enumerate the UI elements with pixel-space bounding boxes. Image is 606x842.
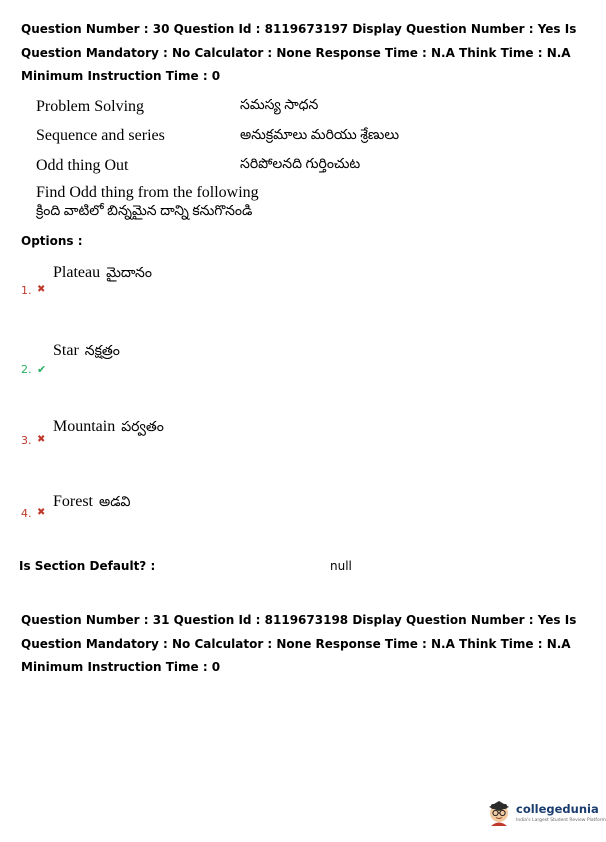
- question-text-english: Find Odd thing from the following: [36, 184, 259, 201]
- cross-icon: ✖: [37, 284, 46, 295]
- brand-name: collegedunia: [516, 802, 599, 816]
- option-2-english: Star: [53, 342, 79, 359]
- classification-row-topic: [36, 122, 399, 152]
- option-3-text: [53, 418, 164, 438]
- question-text: [36, 183, 259, 221]
- option-1-english: Plateau: [53, 264, 101, 281]
- cross-icon: ✖: [37, 434, 46, 445]
- option-3-number: 3.: [21, 434, 32, 447]
- option-1-telugu: మైదానం: [106, 266, 152, 281]
- classification-row-subject: [36, 92, 399, 122]
- classification-row-subtopic: [36, 151, 399, 181]
- classification-table: [36, 92, 399, 181]
- option-1-number: 1.: [21, 284, 32, 297]
- option-4-telugu: అడవి: [99, 495, 131, 510]
- question-30-header: Question Number : 30 Question Id : 8119673197 Display Question Number : Yes Is Question Mandatory : No Calculator : None Response Time : N.A Think Time : N.A Minimum Instruction Time : 0: [21, 22, 577, 83]
- option-3-english: Mountain: [53, 418, 116, 435]
- option-2-text: [53, 342, 120, 362]
- question-31-header: Question Number : 31 Question Id : 8119673198 Display Question Number : Yes Is Question Mandatory : No Calculator : None Response Time : N.A Think Time : N.A Minimum Instruction Time : 0: [21, 613, 577, 674]
- collegedunia-brand: [485, 794, 606, 830]
- option-4-number: 4.: [21, 507, 32, 520]
- student-avatar-icon: [485, 796, 513, 826]
- section-default-label: Is Section Default? :: [19, 559, 156, 573]
- topic-label-telugu: అనుక్రమాలు మరియు శ్రేణులు: [240, 127, 400, 143]
- check-icon: ✔: [37, 364, 47, 376]
- cross-icon: ✖: [37, 507, 46, 518]
- subtopic-label-telugu: సరిపోలనది గుర్తించుట: [240, 157, 361, 173]
- subtopic-label: Odd thing Out: [36, 156, 129, 174]
- options-label: Options :: [21, 234, 83, 248]
- subject-label-telugu: సమస్య సాధన: [240, 98, 319, 114]
- option-2-number: 2.: [21, 363, 32, 376]
- brand-tagline: India's Largest Student Review Platform: [516, 818, 606, 823]
- question-text-telugu: క్రింది వాటిలో బిన్నమైన దాన్ని కనుగొనండి: [36, 204, 253, 219]
- section-default-value: null: [330, 559, 352, 573]
- option-1-text: [53, 264, 152, 284]
- topic-label: Sequence and series: [36, 127, 165, 145]
- option-4-english: Forest: [53, 493, 93, 510]
- option-2-telugu: నక్షత్రం: [84, 344, 120, 359]
- option-4-text: [53, 493, 131, 513]
- option-3-telugu: పర్వతం: [121, 420, 164, 435]
- subject-label: Problem Solving: [36, 97, 145, 115]
